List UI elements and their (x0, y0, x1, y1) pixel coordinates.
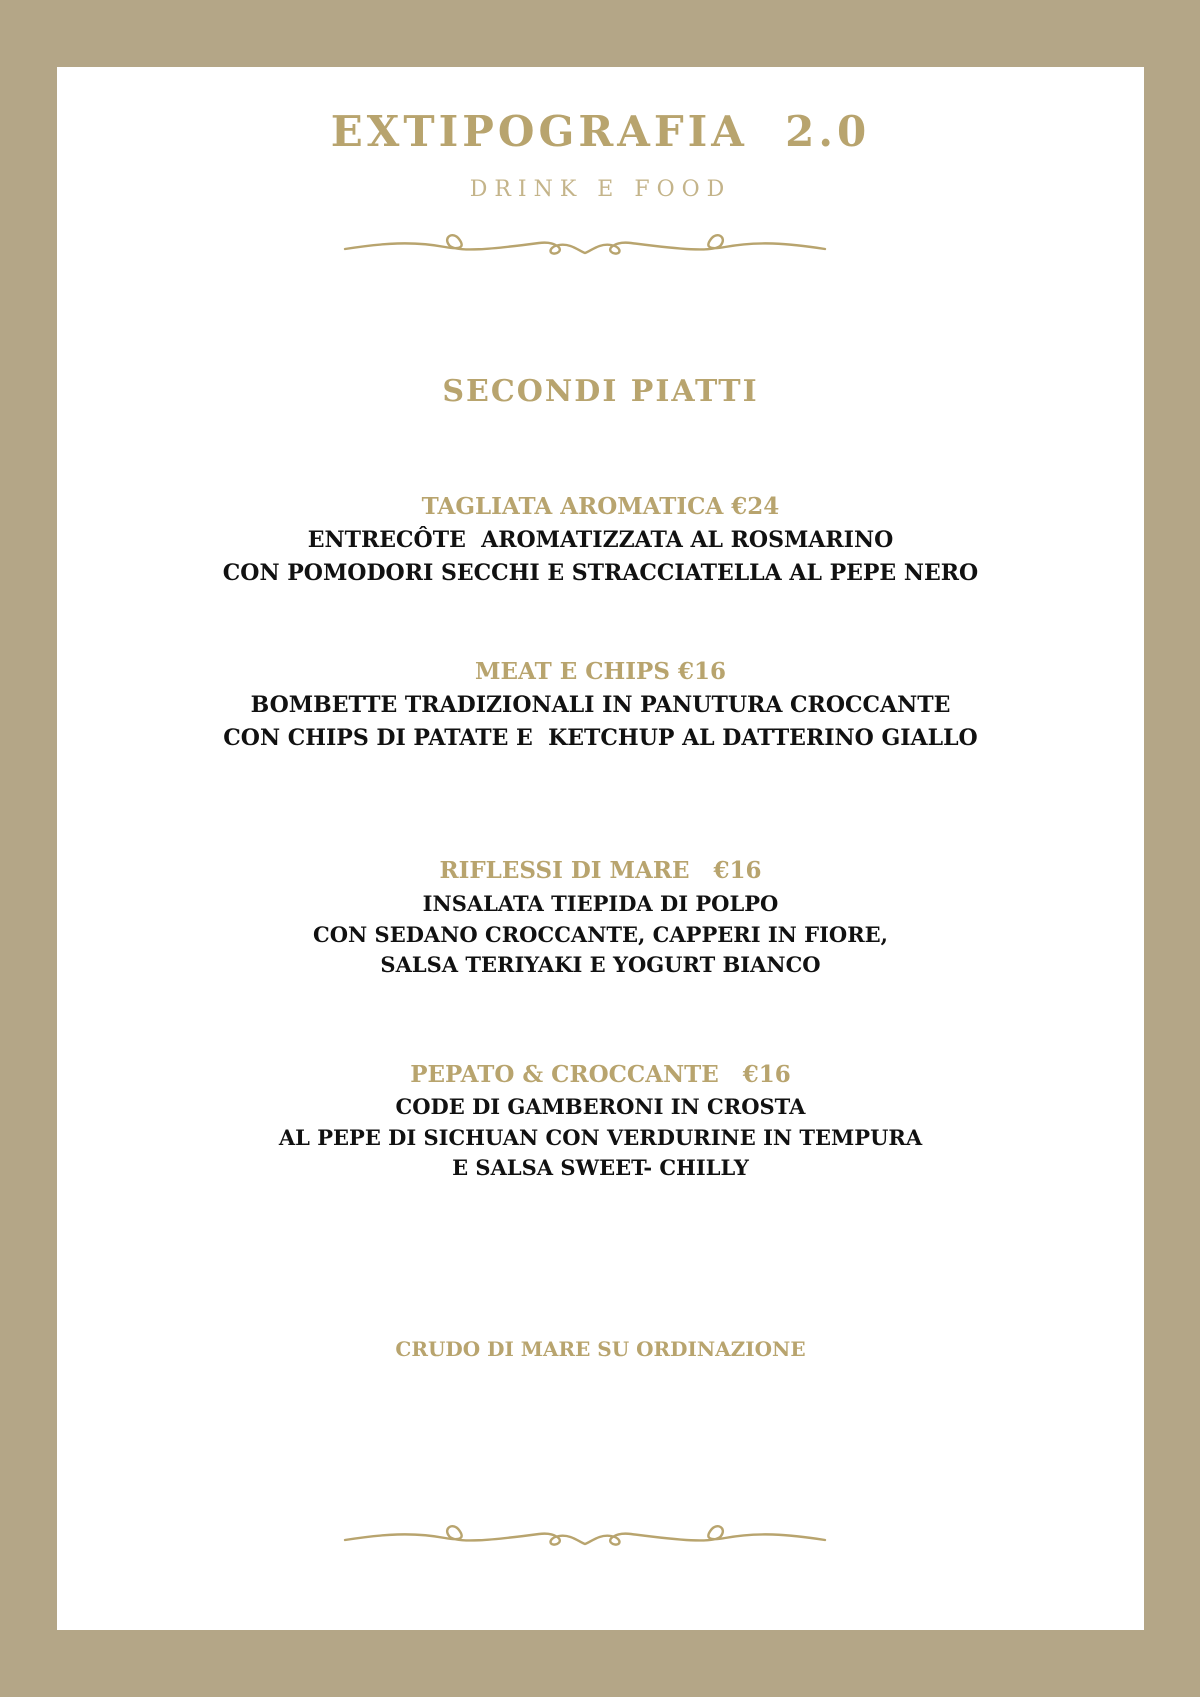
dish-description-line: INSALATA TIEPIDA DI POLPO (422, 891, 779, 916)
dish-description-line: CODE DI GAMBERONI IN CROSTA (395, 1094, 806, 1119)
dish-name: PEPATO & CROCCANTE €16 (410, 1061, 791, 1088)
dish-description-line: SALSA TERIYAKI E YOGURT BIANCO (380, 952, 821, 977)
footer-note: CRUDO DI MARE SU ORDINAZIONE (395, 1337, 806, 1361)
flourish-divider-icon (343, 1514, 827, 1554)
dish-description-line: E SALSA SWEET- CHILLY (452, 1155, 749, 1180)
dish-description-line: CON POMODORI SECCHI E STRACCIATELLA AL PEPE NERO (222, 560, 979, 586)
brand-title: EXTIPOGRAFIA 2.0 (330, 107, 871, 156)
dish-description-line: CON SEDANO CROCCANTE, CAPPERI IN FIORE, (313, 922, 888, 947)
flourish-divider-icon (343, 223, 827, 263)
dish-name: TAGLIATA AROMATICA €24 (421, 493, 780, 520)
menu-page (57, 67, 1144, 1630)
dish-name: MEAT E CHIPS €16 (475, 658, 726, 685)
section-title: SECONDI PIATTI (442, 374, 759, 409)
dish-description-line: ENTRECÔTE AROMATIZZATA AL ROSMARINO (307, 527, 894, 553)
dish-description-line: CON CHIPS DI PATATE E KETCHUP AL DATTERINO GIALLO (223, 725, 978, 751)
dish-name: RIFLESSI DI MARE €16 (439, 857, 762, 884)
brand-tagline: DRINK E FOOD (469, 177, 732, 202)
dish-description-line: AL PEPE DI SICHUAN CON VERDURINE IN TEMPURA (278, 1125, 923, 1150)
dish-description-line: BOMBETTE TRADIZIONALI IN PANUTURA CROCCANTE (250, 692, 951, 718)
